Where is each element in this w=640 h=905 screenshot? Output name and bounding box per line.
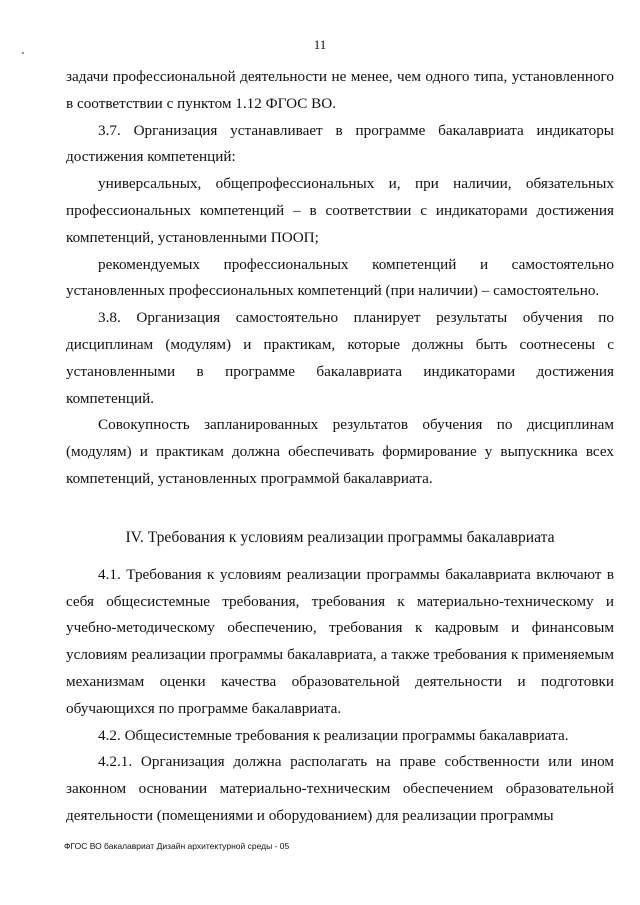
paragraph-universal-competencies: универсальных, общепрофессиональных и, при наличии, обязательных профессиональных компетенций – в соответствии с индикаторами достижения компетенций, установленными ПООП;	[66, 175, 614, 246]
paragraph-continuation: задачи профессиональной деятельности не менее, чем одного типа, установленного в соответствии с пунктом 1.12 ФГОС ВО.	[66, 68, 614, 112]
heading-spacer	[66, 552, 614, 562]
paragraph-recommended-competencies: рекомендуемых профессиональных компетенций и самостоятельно установленных профессиональных компетенций (при наличии) – самостоятельно.	[66, 255, 614, 300]
paragraph-3-8: 3.8. Организация самостоятельно планирует результаты обучения по дисциплинам (модулям) и практикам, которые должны быть соотнесены с установленными в программе бакалавриата индикаторами достижения компетенций.	[66, 309, 614, 407]
paragraph-learning-outcomes: Совокупность запланированных результатов обучения по дисциплинам (модулям) и практикам должна обеспечивать формирование у выпускника всех компетенций, установленных программой бакалавриата.	[66, 416, 614, 487]
paragraph-3-7: 3.7. Организация устанавливает в программе бакалавриата индикаторы достижения компетенций:	[66, 121, 614, 166]
page-number: 11	[313, 37, 327, 52]
paragraph-4-2: 4.2. Общесистемные требования к реализации программы бакалавриата.	[98, 726, 569, 744]
document-body	[66, 64, 614, 830]
page-footer: ФГОС ВО бакалавриат Дизайн архитектурной среды - 05	[64, 841, 290, 851]
paragraph-4-1: 4.1. Требования к условиям реализации программы бакалавриата включают в себя общесистемные требования, требования к материально-техническому и учебно-методическому обеспечению, требования к кадровым и финансовым условиям реализации программы бакалавриата, а также требования к применяемым механизмам оценки качества образовательной деятельности и подготовки обучающихся по программе бакалавриата.	[66, 565, 614, 717]
paragraph-4-2-1: 4.2.1. Организация должна располагать на праве собственности или ином законном основании материально-техническим обеспечением образовательной деятельности (помещениями и оборудованием) для реализации программы	[66, 753, 614, 824]
section-heading: IV. Требования к условиям реализации программы бакалавриата	[125, 528, 555, 546]
